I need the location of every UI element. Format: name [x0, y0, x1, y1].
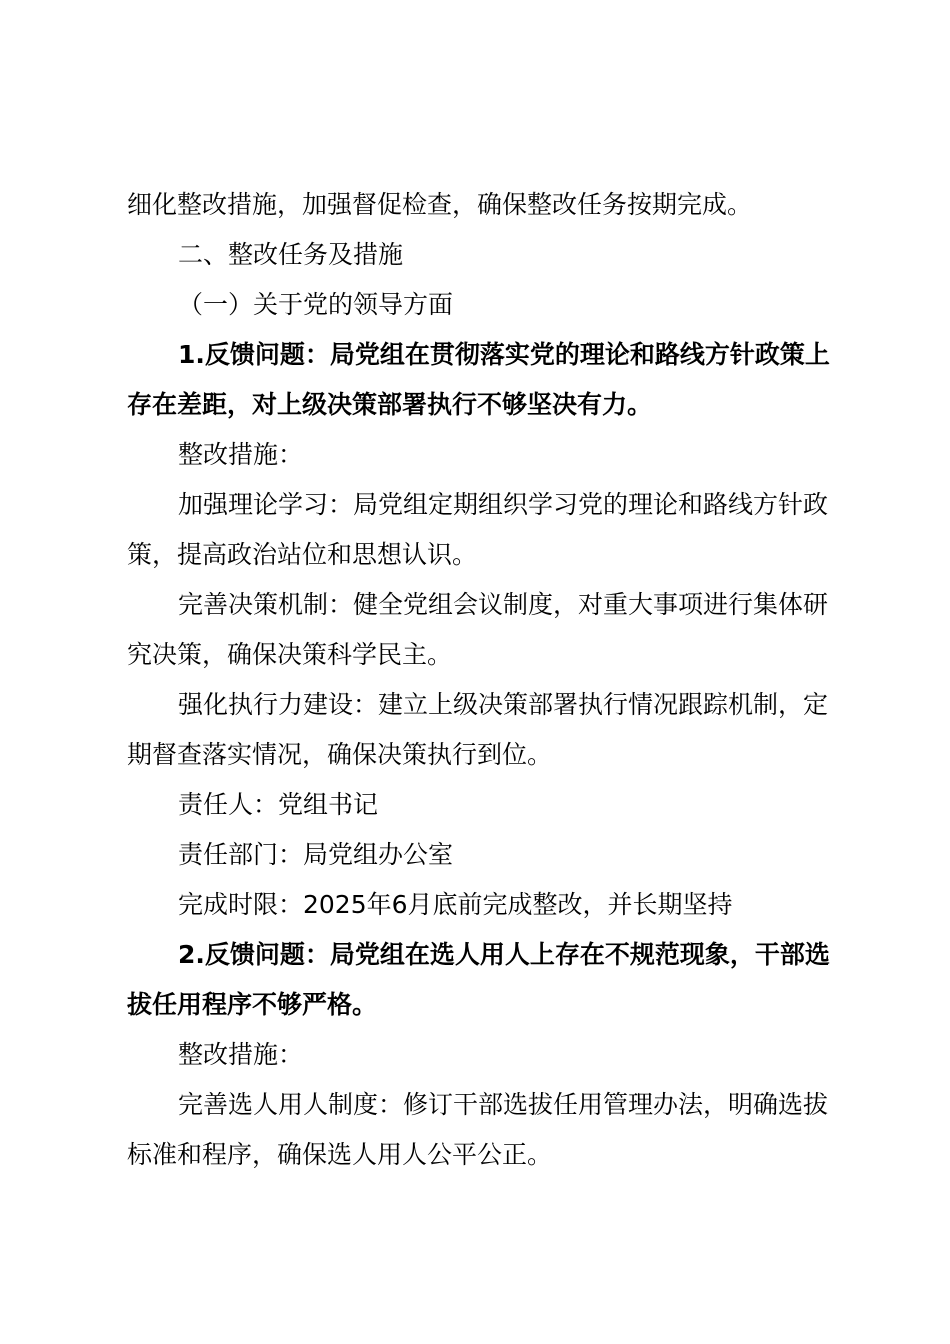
subsection-heading: （一）关于党的领导方面 — [178, 290, 454, 319]
document-body — [127, 180, 831, 1180]
measures-label-1: 整改措施： — [178, 440, 304, 469]
responsible-department: 责任部门：局党组办公室 — [178, 840, 454, 869]
measure-paragraph: 完善决策机制：健全党组会议制度，对重大事项进行集体研究决策，确保决策科学民主。 — [127, 590, 829, 669]
issue-heading-1: 1.反馈问题：局党组在贯彻落实党的理论和路线方针政策上存在差距，对上级决策部署执行不够坚决有力。 — [127, 340, 830, 419]
issue-heading-2: 2.反馈问题：局党组在选人用人上存在不规范现象，干部选拔任用程序不够严格。 — [127, 940, 830, 1019]
measure-paragraph: 加强理论学习：局党组定期组织学习党的理论和路线方针政策，提高政治站位和思想认识。 — [127, 490, 829, 569]
completion-deadline: 完成时限：2025年6月底前完成整改，并长期坚持 — [178, 890, 733, 919]
measure-paragraph: 强化执行力建设：建立上级决策部署执行情况跟踪机制，定期督查落实情况，确保决策执行到位。 — [127, 690, 829, 769]
responsible-person: 责任人：党组书记 — [178, 790, 379, 819]
measures-label-2: 整改措施： — [178, 1040, 304, 1069]
paragraph-continuation: 细化整改措施，加强督促检查，确保整改任务按期完成。 — [127, 190, 753, 219]
measure-paragraph: 完善选人用人制度：修订干部选拔任用管理办法，明确选拔标准和程序，确保选人用人公平公正。 — [127, 1090, 829, 1169]
section-heading: 二、整改任务及措施 — [178, 240, 404, 269]
